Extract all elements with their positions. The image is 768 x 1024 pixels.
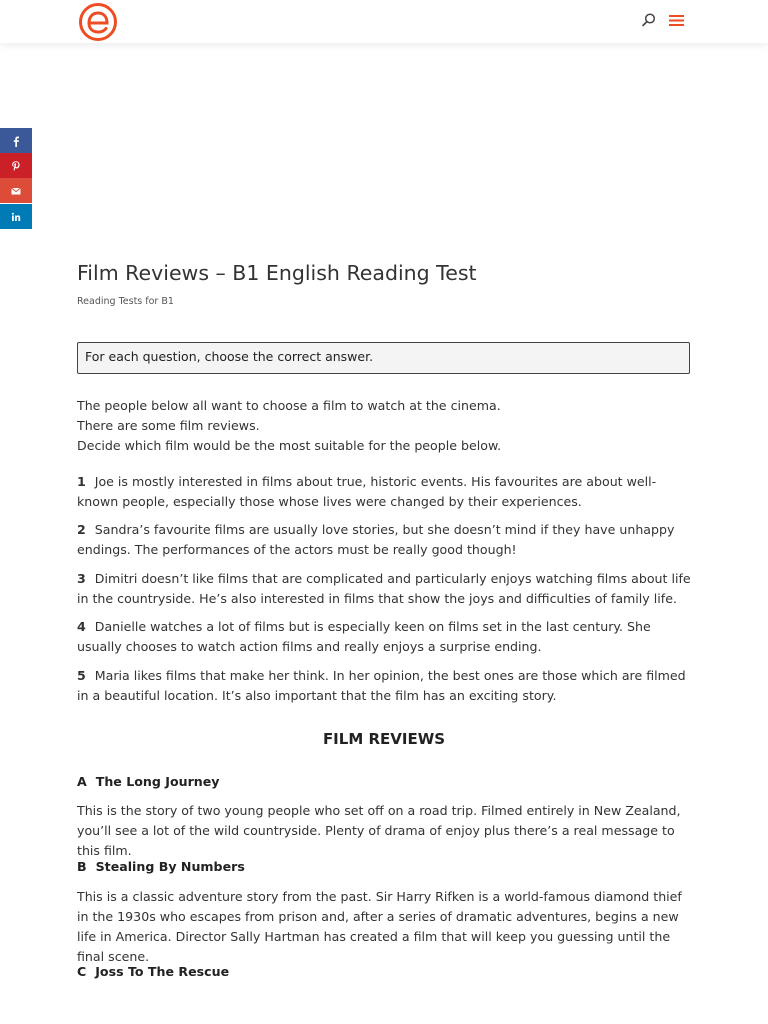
review-c-heading: [77, 964, 229, 979]
linkedin-icon: [10, 211, 22, 223]
instruction-box: [77, 342, 690, 374]
review-title: Joss To The Rescue: [95, 964, 230, 979]
person-number: 2: [77, 522, 86, 537]
person-description: Danielle watches a lot of films but is especially keen on films set in the last century. She usually chooses to watch action films and really enjoys a surprise ending.: [77, 619, 651, 654]
email-icon: [10, 185, 22, 197]
share-linkedin-button[interactable]: [0, 204, 32, 229]
intro-line-3: Decide which film would be the most suitable for the people below.: [77, 438, 502, 453]
facebook-icon: [10, 135, 22, 147]
review-a-text: This is the story of two young people who set off on a road trip. Filmed entirely in New Zealand, you’ll see a lot of the wild countryside. Plenty of drama of enjoy plus there’s a real message to this film.: [77, 803, 681, 858]
person-description: Maria likes films that make her think. In her opinion, the best ones are those which are filmed in a beautiful location. It’s also important that the film has an exciting story.: [77, 668, 686, 703]
review-b-text: This is a classic adventure story from the past. Sir Harry Rifken is a world-famous diamond thief in the 1930s who escapes from prison and, after a series of dramatic adventures, begins a new life in America. Director Sally Hartman has created a film that will keep you guessing until the final scene.: [77, 889, 682, 964]
person-item-2: [77, 520, 692, 560]
instruction-text: For each question, choose the correct answer.: [85, 349, 374, 364]
person-item-1: [77, 472, 692, 512]
intro-line-2: There are some film reviews.: [77, 418, 260, 433]
person-item-3: [77, 569, 692, 609]
share-pinterest-button[interactable]: [0, 153, 32, 178]
site-header: [0, 0, 768, 43]
pinterest-icon: [10, 160, 22, 172]
intro-text: [77, 396, 692, 456]
review-b-heading: [77, 859, 245, 874]
review-title: Stealing By Numbers: [95, 859, 245, 874]
person-description: Joe is mostly interested in films about true, historic events. His favourites are about well-known people, especially those whose lives were changed by their experiences.: [77, 474, 657, 509]
share-email-button[interactable]: [0, 178, 32, 203]
person-item-5: [77, 666, 692, 706]
search-icon[interactable]: [641, 12, 657, 28]
person-number: 1: [77, 474, 86, 489]
reviews-heading: FILM REVIEWS: [322, 730, 446, 748]
page-title: Film Reviews – B1 English Reading Test: [77, 261, 477, 285]
review-title: The Long Journey: [95, 774, 220, 789]
share-facebook-button[interactable]: [0, 128, 32, 153]
person-description: Dimitri doesn’t like films that are complicated and particularly enjoys watching films about life in the countryside. He’s also interested in films that show the joys and difficulties of family life.: [77, 571, 691, 606]
review-letter: A: [77, 774, 87, 789]
category-link[interactable]: Reading Tests for B1: [77, 296, 174, 307]
person-number: 3: [77, 571, 86, 586]
review-letter: B: [77, 859, 87, 874]
hamburger-menu-icon[interactable]: [668, 13, 686, 28]
intro-line-1: The people below all want to choose a film to watch at the cinema.: [77, 398, 501, 413]
review-letter: C: [77, 964, 87, 979]
person-number: 4: [77, 619, 86, 634]
person-number: 5: [77, 668, 86, 683]
review-a-heading: [77, 774, 220, 789]
person-description: Sandra’s favourite films are usually love stories, but she doesn’t mind if they have unhappy endings. The performances of the actors must be really good though!: [77, 522, 675, 557]
e-logo-icon[interactable]: [78, 2, 118, 42]
person-item-4: [77, 617, 692, 657]
